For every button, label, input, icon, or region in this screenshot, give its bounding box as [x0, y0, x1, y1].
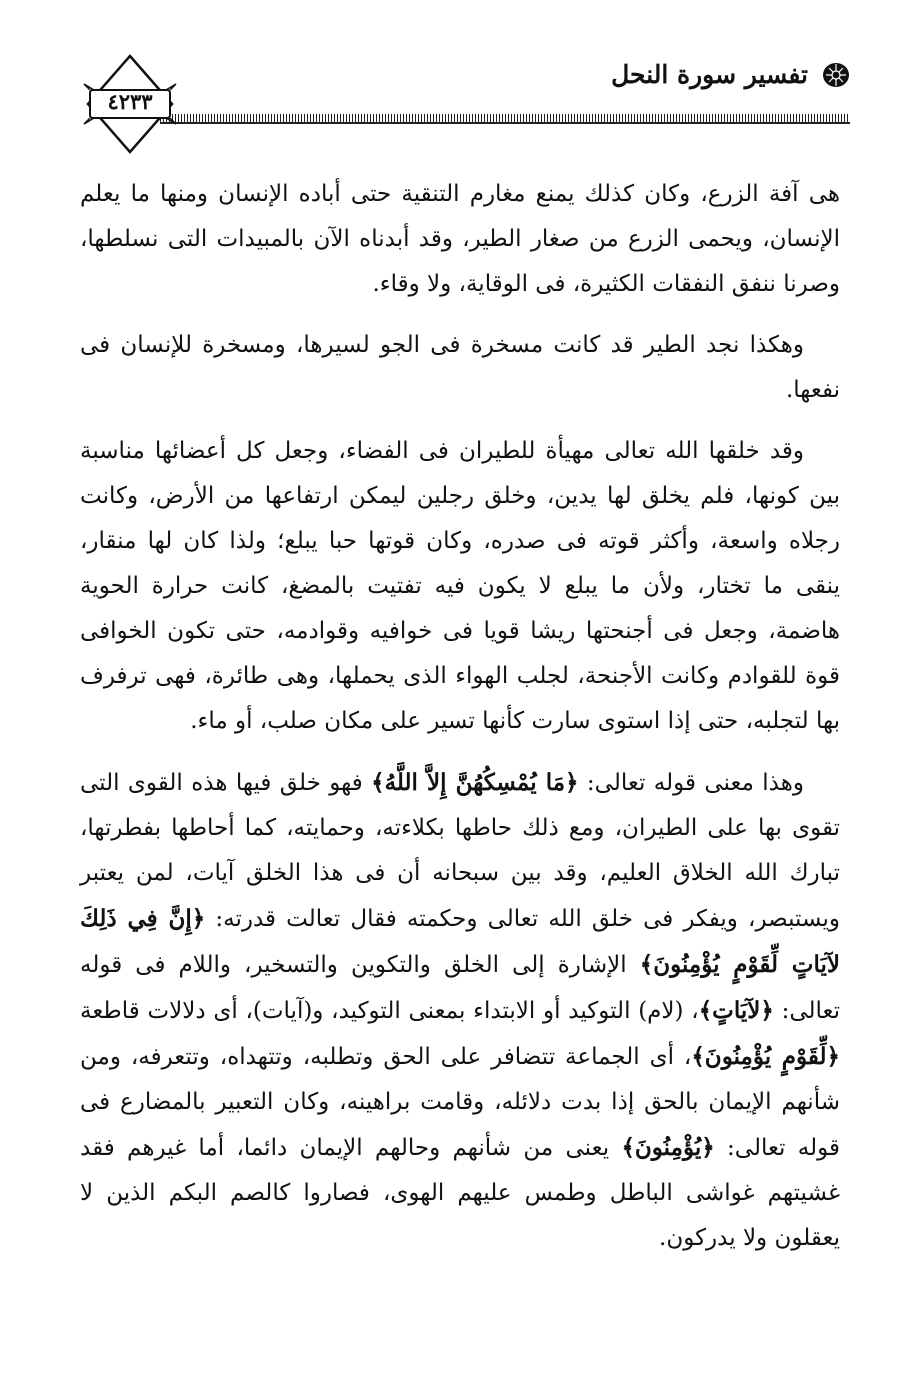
quran-verse: ﴿مَا يُمْسِكُهُنَّ إِلاَّ اللَّهُ﴾	[371, 769, 579, 796]
book-title: تفسير سورة النحل	[611, 60, 808, 89]
running-title	[611, 60, 850, 89]
text-segment: وهذا معنى قوله تعالى:	[578, 770, 804, 796]
text-segment: فهو خلق فيها هذه القوى التى تقوى بها على الطيران، ومع ذلك حاطها بكلاءته، وحمايته، كما أحاطها بفطرتها، تبارك الله الخلاق العليم، وقد بين سبحانه أن فى هذا الخلق آيات، لمن يعتبر ويستبصر، ويفكر فى خلق الله تعالى وحكمته فقال تعالت قدرته:	[80, 770, 841, 932]
quran-verse: ﴿لآيَاتٍ﴾	[698, 997, 774, 1024]
page-number: ٤٢٣٣	[107, 89, 153, 114]
quran-verse: ﴿يُؤْمِنُونَ﴾	[621, 1134, 715, 1161]
paragraph	[80, 760, 840, 1261]
text-segment: وقد خلقها الله تعالى مهيأة للطيران فى الفضاء، وجعل كل أعضائها مناسبة بين كونها، فلم يخلق لها يدين، وخلق رجلين ليمكن ارتفاعها من الأرض، وكانت رجلاه واسعة، وأكثر قوته فى صدره، وكان قوتها حبا يبلع؛ ولذا كان لها منقار، ينقى ما تختار، ولأن ما يبلع لا يكون فيه تفتيت بالمضغ، كانت حرارة الحوية هاضمة، وجعل فى أجنحتها ريشا قويا فى خوافيه وقوادمه، حتى تكون الخوافى قوة للقوادم وكانت الأجنحة، لجلب الهواء الذى يحملها، وهى طائرة، فهى ترفرف بها لتجلبه، حتى إذا استوى سارت كأنها تسير على مكان صلب، أو ماء.	[80, 438, 840, 734]
text-segment: الإشارة إلى الخلق والتكوين والتسخير، واللام فى قوله تعالى:	[80, 952, 841, 1024]
paragraph	[80, 429, 840, 744]
quran-verse: ﴿إِنَّ فِي ذَلِكَ لآيَاتٍ لِّقَوْمٍ يُؤْمِنُونَ﴾	[80, 905, 840, 978]
paragraph	[80, 323, 840, 413]
text-segment: ، (لام) التوكيد أو الابتداء بمعنى التوكيد، و(آيات)، أى دلالات قاطعة	[80, 998, 699, 1024]
text-segment: يعنى من شأنهم وحالهم الإيمان دائما، أما غيرهم فقد غشيتهم غواشى الباطل وطمس عليهم الهوى، فصاروا كالصم البكم الذين لا يعقلون ولا يدركون.	[80, 1135, 840, 1251]
flower-ornament-icon	[822, 62, 850, 88]
body-text	[80, 172, 840, 1277]
paragraph	[80, 172, 840, 307]
text-segment: هى آفة الزرع، وكان كذلك يمنع مغارم التنقية حتى أباده الإنسان ومنها ما يعلم الإنسان، ويحمى الزرع من صغار الطير، وقد أبدناه الآن بالمبيدات التى نسلطها، وصرنا ننفق النفقات الكثيرة، فى الوقاية، ولا وقاء.	[80, 181, 840, 297]
page-header	[80, 52, 850, 162]
text-segment: وهكذا نجد الطير قد كانت مسخرة فى الجو لسيرها، ومسخرة للإنسان فى نفعها.	[80, 332, 840, 403]
header-rule	[160, 114, 850, 122]
quran-verse: ﴿لِّقَوْمٍ يُؤْمِنُونَ﴾	[691, 1043, 840, 1070]
page-number-badge	[80, 52, 180, 156]
text-segment: ، أى الجماعة تتضافر على الحق وتطلبه، وتتهداه، وتتعرفه، ومن شأنهم الإيمان بالحق إذا بدت دلائله، وقامت براهينه، وكان التعبير بالمضارع فى قوله تعالى:	[80, 1044, 840, 1161]
